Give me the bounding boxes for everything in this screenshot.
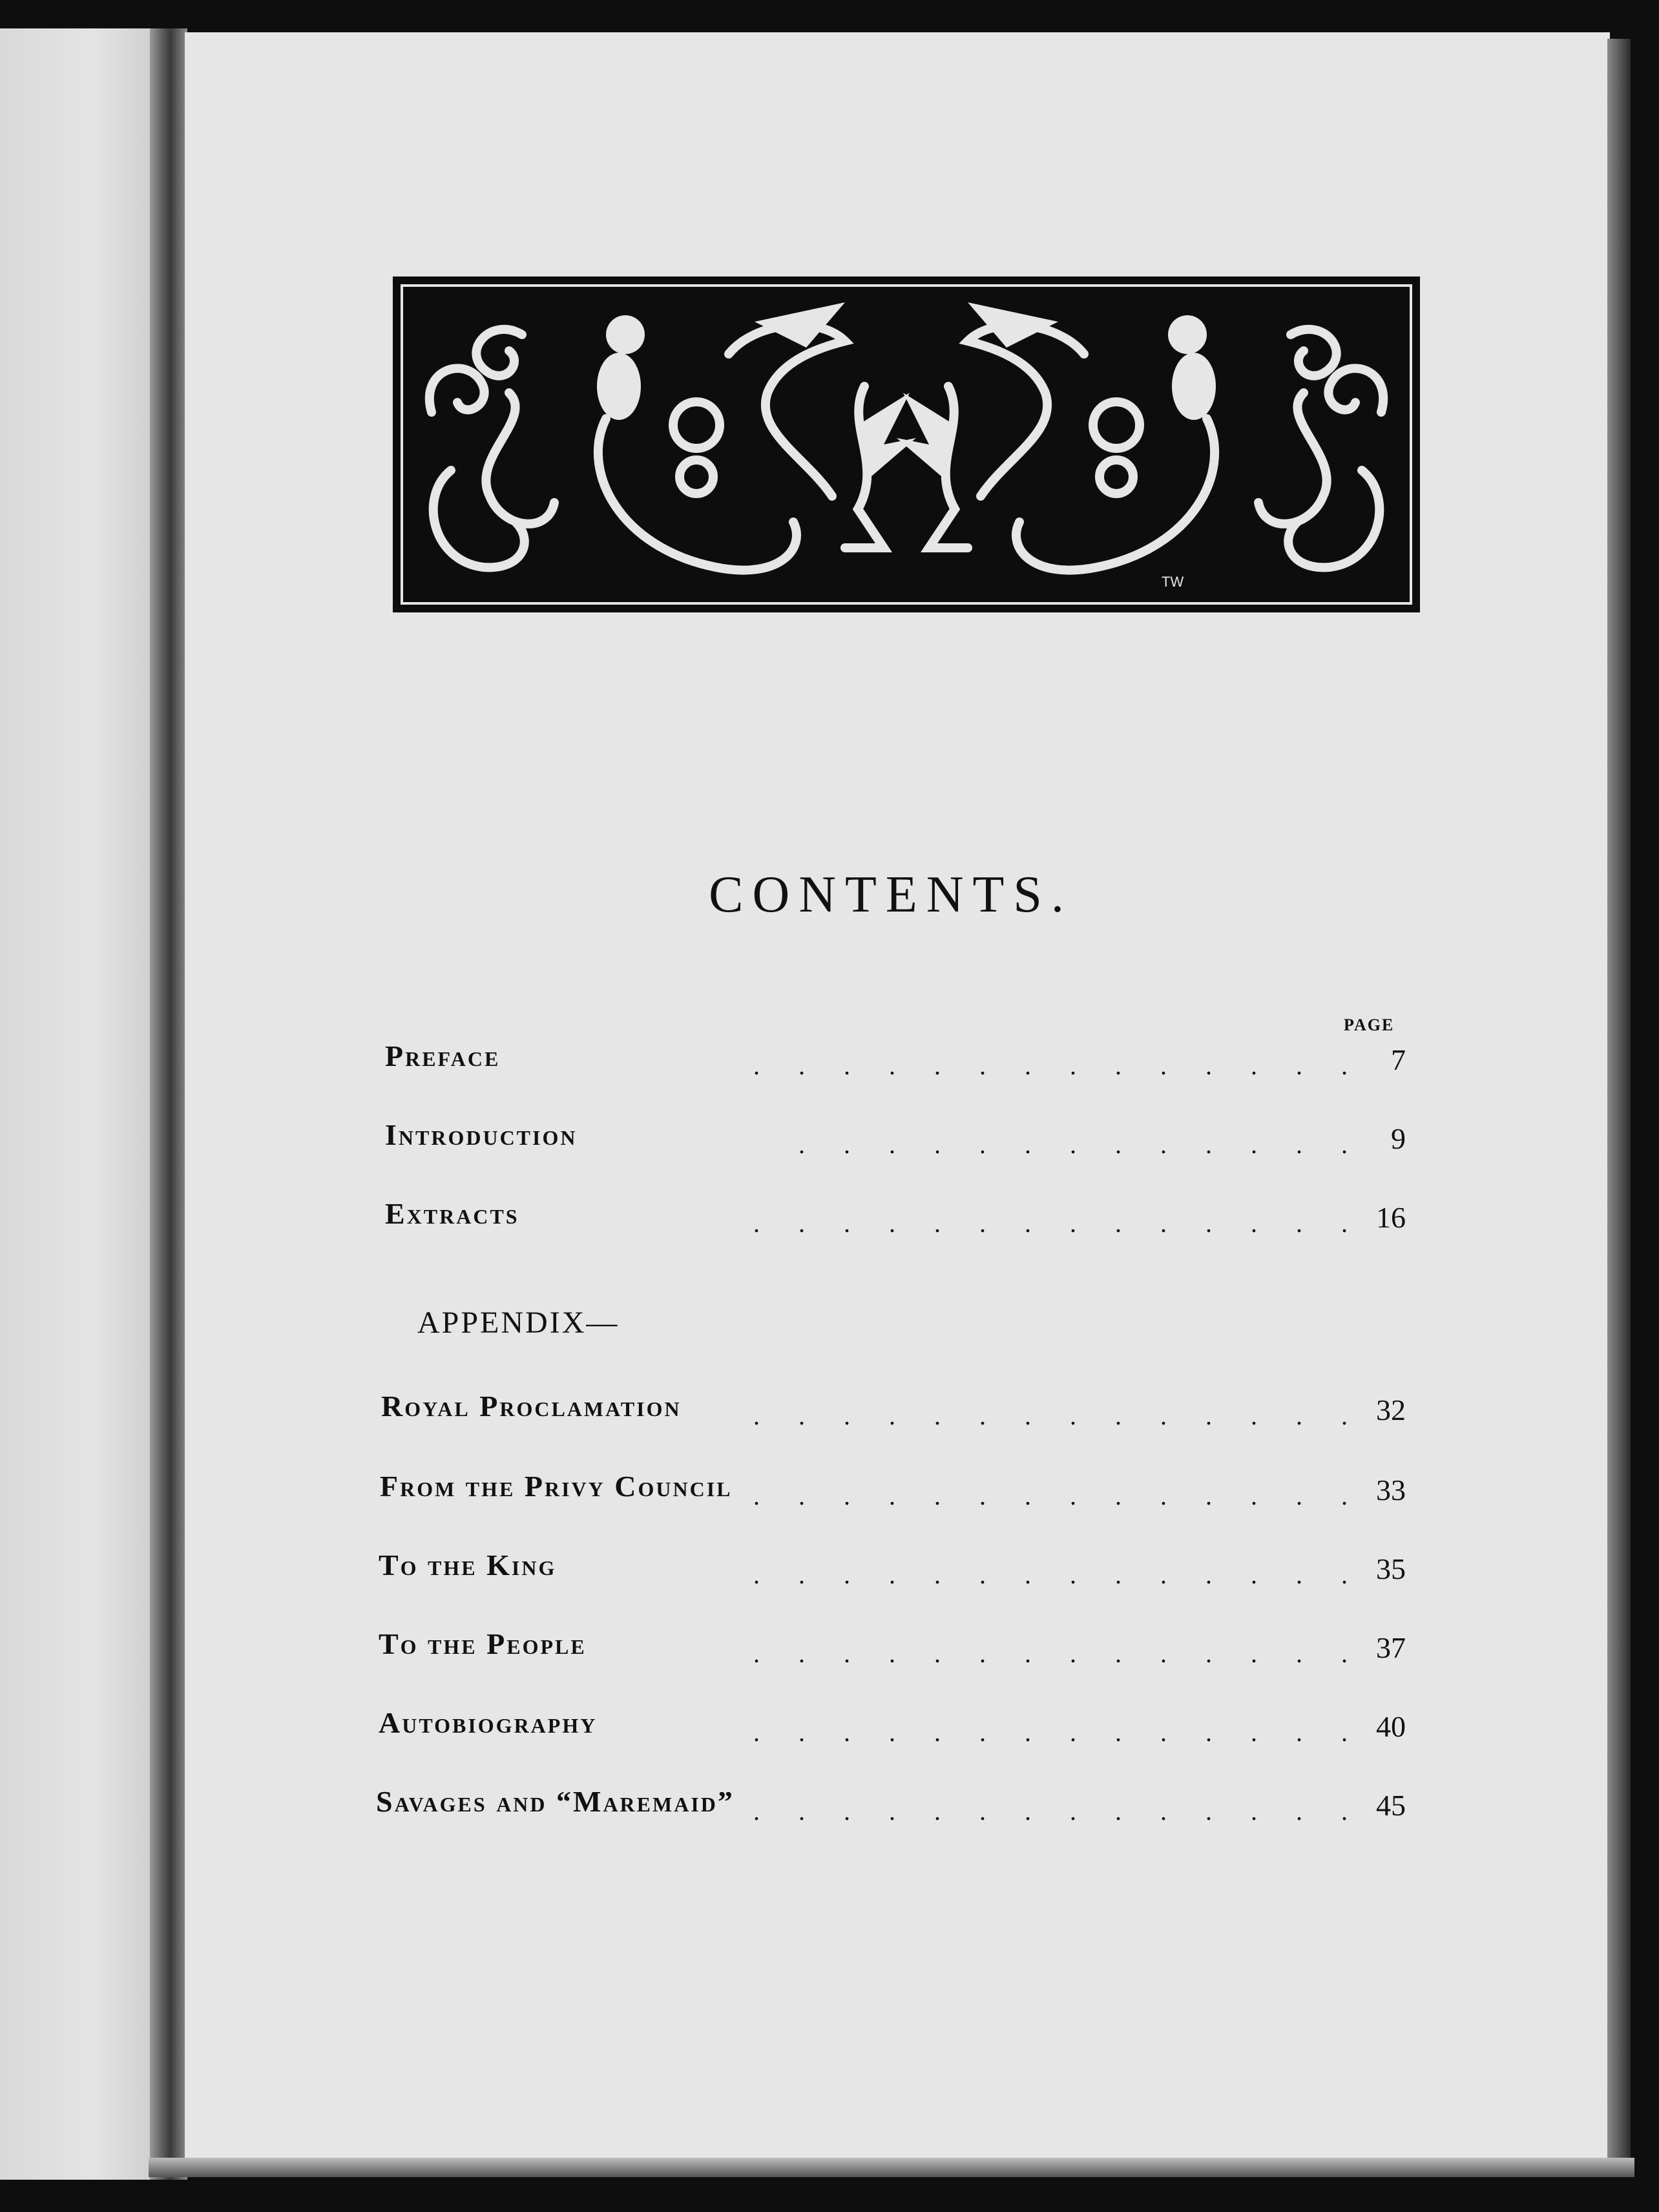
toc-entry-title: Savages and “Maremaid” xyxy=(376,1784,741,1819)
toc-entry-page: 7 xyxy=(1391,1043,1406,1076)
dot-leader: . . . . . . . . . . . . . . xyxy=(753,1560,1348,1589)
toc-entry xyxy=(380,1469,1406,1514)
page-column-label: PAGE xyxy=(1344,1016,1395,1034)
dot-leader: . . . . . . . . . . . . . xyxy=(798,1130,1348,1159)
dot-leader: . . . . . . . . . . . . . . xyxy=(753,1718,1348,1747)
dot-leader: . . . . . . . . . . . . . . xyxy=(753,1051,1348,1080)
toc-entry-title: Introduction xyxy=(385,1118,583,1152)
book-gutter xyxy=(150,28,187,2180)
page-bottom-edge xyxy=(149,2158,1634,2177)
toc-entry xyxy=(385,1118,1406,1163)
toc-entry xyxy=(385,1039,1406,1084)
dot-leader: . . . . . . . . . . . . . . xyxy=(753,1481,1348,1510)
toc-entry-page: 45 xyxy=(1376,1789,1406,1822)
left-blank-leaf xyxy=(0,28,155,2180)
toc-entry xyxy=(379,1548,1406,1593)
svg-text:TW: TW xyxy=(1162,574,1184,590)
toc-entry xyxy=(385,1196,1406,1242)
toc-entry xyxy=(379,1627,1406,1672)
appendix-heading: APPENDIX— xyxy=(417,1306,620,1340)
dot-leader: . . . . . . . . . . . . . . xyxy=(753,1797,1348,1826)
page-title: CONTENTS. xyxy=(709,866,1073,923)
toc-entry-page: 32 xyxy=(1376,1393,1406,1426)
dragon-scroll-headpiece-icon xyxy=(393,276,1420,612)
toc-entry-title: Royal Proclamation xyxy=(381,1389,688,1423)
toc-entry-page: 35 xyxy=(1376,1552,1406,1585)
toc-entry xyxy=(379,1706,1406,1751)
toc-entry-title: Extracts xyxy=(385,1196,526,1231)
toc-entry-page: 37 xyxy=(1376,1631,1406,1664)
toc-entry xyxy=(381,1389,1406,1434)
dot-leader: . . . . . . . . . . . . . . xyxy=(753,1209,1348,1238)
dot-leader: . . . . . . . . . . . . . . xyxy=(753,1639,1348,1668)
toc-entry-page: 33 xyxy=(1376,1474,1406,1507)
toc-entry-page: 16 xyxy=(1376,1201,1406,1234)
toc-entry-title: To the People xyxy=(379,1627,593,1661)
toc-entry-page: 40 xyxy=(1376,1710,1406,1743)
page-edge xyxy=(1607,39,1631,2171)
toc-entry-page: 9 xyxy=(1391,1122,1406,1155)
dot-leader: . . . . . . . . . . . . . . xyxy=(753,1401,1348,1430)
toc-entry-title: From the Privy Council xyxy=(380,1469,739,1503)
toc-entry-title: Autobiography xyxy=(379,1706,603,1740)
toc-entry-title: To the King xyxy=(379,1548,563,1582)
toc-entry xyxy=(376,1784,1406,1830)
toc-entry-title: Preface xyxy=(385,1039,506,1073)
